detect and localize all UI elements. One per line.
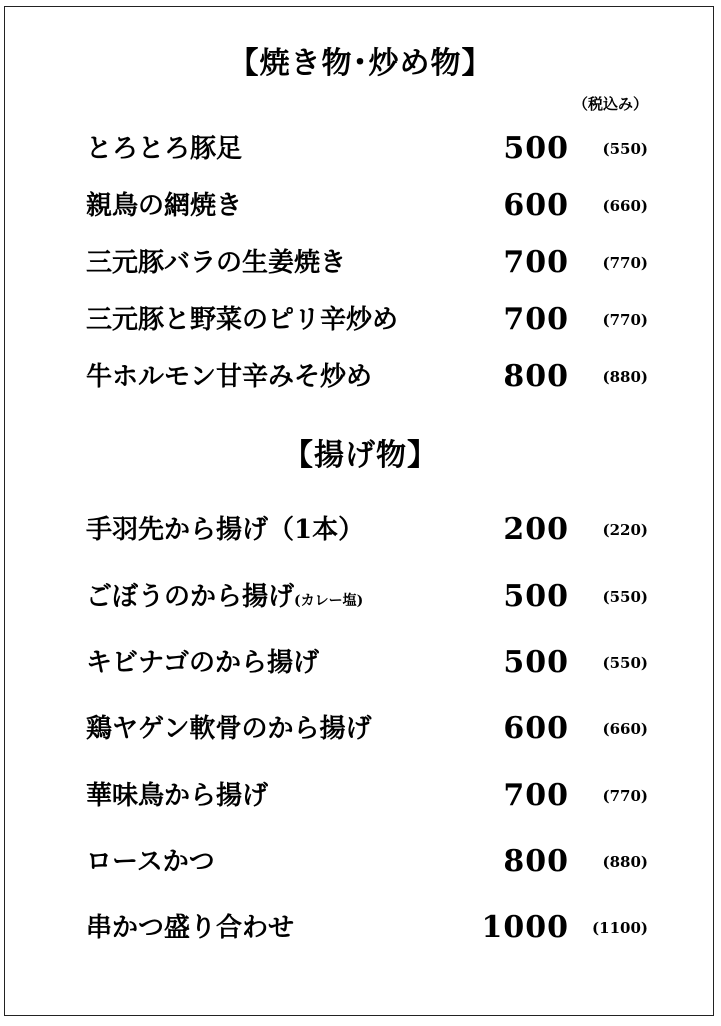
menu-item-name: 串かつ盛り合わせ	[86, 913, 295, 943]
menu-item-price: 500	[503, 645, 569, 680]
menu-item	[0, 241, 721, 285]
menu-item-price-tax: (660)	[602, 197, 648, 215]
menu-item	[0, 355, 721, 399]
menu-item-name: キビナゴのから揚げ	[86, 648, 319, 678]
section-title-fried: 【揚げ物】	[283, 438, 438, 473]
menu-item	[0, 906, 721, 950]
menu-item	[0, 840, 721, 884]
menu-item-name: 華味鳥から揚げ	[86, 781, 269, 811]
menu-item-name: ロースかつ	[86, 847, 215, 877]
menu-item-price: 1000	[481, 910, 569, 945]
menu-item-price: 200	[503, 512, 569, 547]
menu-item	[0, 641, 721, 685]
menu-item-price-tax: (770)	[602, 311, 648, 329]
menu-item-price: 800	[503, 359, 569, 394]
menu-item-price-tax: (1100)	[592, 919, 648, 937]
menu-item-price-tax: (220)	[602, 521, 648, 539]
menu-item-name: 鶏ヤゲン軟骨のから揚げ	[86, 714, 372, 744]
menu-item	[0, 127, 721, 171]
menu-item	[0, 774, 721, 818]
menu-item-price: 700	[503, 778, 569, 813]
menu-item-price-tax: (880)	[602, 853, 648, 871]
menu-item-name: 牛ホルモン甘辛みそ炒め	[86, 362, 373, 392]
menu-item-price-tax: (550)	[602, 654, 648, 672]
menu-item	[0, 184, 721, 228]
menu-item-price: 500	[503, 131, 569, 166]
menu-item-price: 600	[503, 711, 569, 746]
menu-item-price-tax: (550)	[602, 588, 648, 606]
menu-item-price-tax: (880)	[602, 368, 648, 386]
menu-item-name-note: (カレー塩)	[294, 593, 364, 609]
menu-item-price: 500	[503, 579, 569, 614]
menu-item-name: 三元豚バラの生姜焼き	[86, 248, 347, 278]
menu-item	[0, 298, 721, 342]
menu-item-name	[86, 575, 363, 623]
menu-item-name: 手羽先から揚げ（1本）	[86, 515, 365, 545]
menu-item-price: 700	[503, 302, 569, 337]
menu-item-name: とろとろ豚足	[86, 134, 243, 164]
menu-item-name: 三元豚と野菜のピリ辛炒め	[86, 305, 399, 335]
menu-item-name-text: ごぼうのから揚げ	[86, 582, 295, 612]
menu-item-price: 600	[503, 188, 569, 223]
menu-item-price-tax: (770)	[602, 254, 648, 272]
section-title-grilled-stirfried: 【焼き物･炒め物】	[228, 46, 493, 81]
menu-item	[0, 575, 721, 619]
menu-item-price-tax: (660)	[602, 720, 648, 738]
menu-item-price-tax: (770)	[602, 787, 648, 805]
menu-item-price: 700	[503, 245, 569, 280]
menu-item-name: 親鳥の網焼き	[86, 191, 243, 221]
tax-included-note: （税込み）	[572, 95, 648, 113]
menu-item-price: 800	[503, 844, 569, 879]
menu-item-price-tax: (550)	[602, 140, 648, 158]
menu-item	[0, 508, 721, 552]
menu-item	[0, 707, 721, 751]
